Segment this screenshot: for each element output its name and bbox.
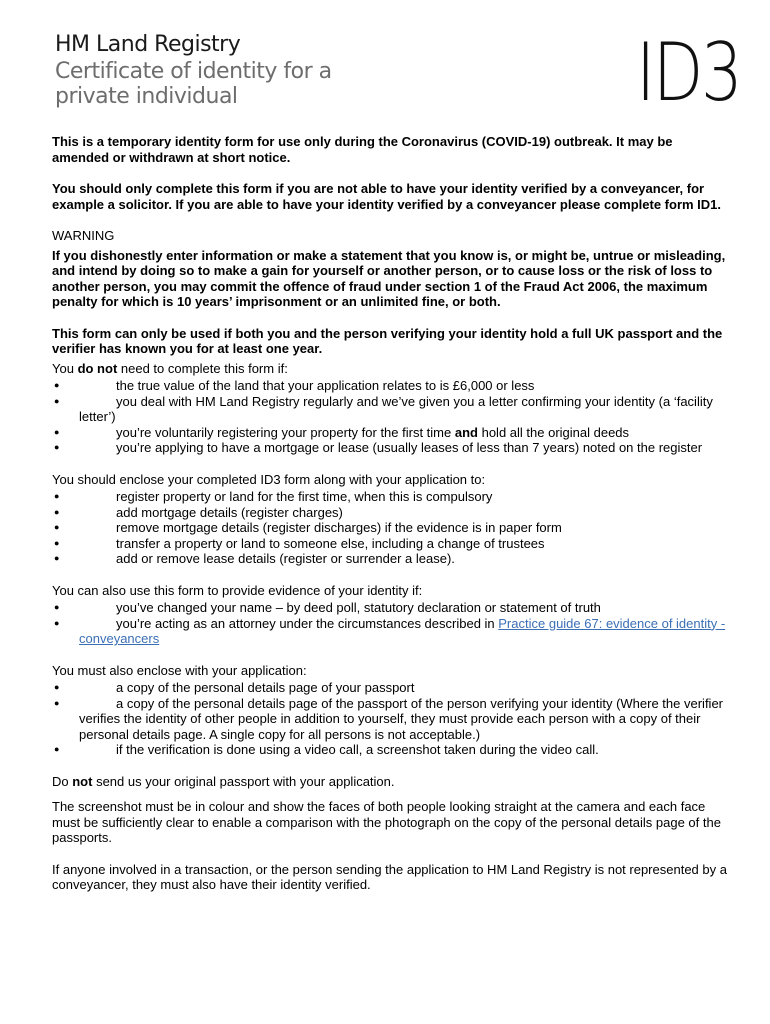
do-not-send-passport: Do not send us your original passport with your application.: [52, 773, 395, 789]
must-enclose-lead: You must also enclose with your application:: [52, 662, 307, 678]
bullet-icon: ●: [54, 697, 60, 708]
bullet-icon: ●: [54, 617, 60, 628]
evidence-lead: You can also use this form to provide evidence of your identity if:: [52, 582, 423, 598]
evidence-list: [52, 600, 732, 647]
form-subtitle: Certificate of identity for a private individual: [55, 59, 332, 109]
list-item: ● remove mortgage details (register discharges) if the evidence is in paper form: [54, 520, 562, 535]
not-needed-list: [52, 378, 732, 456]
list-item: ● a copy of the personal details page of your passport: [54, 680, 415, 695]
must-enclose-list: [52, 680, 732, 758]
list-item: ● a copy of the personal details page of the passport of the person verifying your identity (Where the verifier verifies the identity of other people in addition to yourself, they must provide each person with a copy of their personal details page. A single copy for all persons is not acceptable.): [54, 695, 724, 742]
list-item: ● transfer a property or land to someone else, including a change of trustees: [54, 535, 545, 551]
bullet-icon: ●: [54, 426, 60, 437]
bullet-icon: ●: [54, 380, 60, 390]
bullet-icon: ●: [54, 442, 60, 452]
identity-verification-note: If anyone involved in a transaction, or the person sending the application to HM Land Registry is not represented by a conveyancer, they must also have their identity verified.: [52, 861, 727, 892]
enclose-lead: You should enclose your completed ID3 form along with your application to:: [52, 471, 486, 487]
bullet-icon: ●: [54, 602, 60, 612]
bullet-icon: ●: [54, 553, 60, 563]
screenshot-requirement: The screenshot must be in colour and show the faces of both people looking straight at the camera and each face must be sufficiently clear to enable a comparison with the photograph on the copy of the personal details page of the passports.: [52, 799, 721, 845]
bullet-icon: ●: [54, 395, 60, 406]
list-item: ● you’re acting as an attorney under the circumstances described in Practice guide 67: evidence of identity - conveyancers: [54, 615, 726, 646]
bullet-icon: ●: [54, 491, 60, 501]
not-needed-lead: You do not need to complete this form if:: [52, 360, 288, 376]
intro-conveyancer-notice: You should only complete this form if you are not able to have your identity verified by a conveyancer, for example a solicitor. If you are able to have your identity verified by a conveyancer please complete form ID1.: [52, 181, 722, 212]
intro-temporary-notice: This is a temporary identity form for use only during the Coronavirus (COVID-19) outbreak. It may be amended or withdrawn at short notice.: [52, 134, 673, 165]
enclose-list: [52, 489, 732, 567]
warning-text: If you dishonestly enter information or make a statement that you know is, or might be, untrue or misleading, and intend by doing so to make a gain for yourself or another person, or to cause loss or the risk of loss to another person, you may commit the offence of fraud under section 1 of the Fraud Act 2006, the maximum penalty for which is 10 years’ imprisonment or an unlimited fine, or both.: [52, 247, 726, 309]
form-body: [52, 134, 732, 893]
bullet-icon: ●: [54, 506, 60, 517]
list-item: ● you deal with HM Land Registry regularly and we’ve given you a letter confirming your identity (a ‘facility letter’): [54, 393, 713, 424]
list-item: ● add or remove lease details (register or surrender a lease).: [54, 551, 455, 566]
warning-heading: WARNING: [52, 228, 115, 243]
list-item: ● you’re applying to have a mortgage or lease (usually leases of less than 7 years) noted on the register: [54, 440, 703, 455]
passport-requirement: This form can only be used if both you and the person verifying your identity hold a full UK passport and the verifier has known you for at least one year.: [52, 325, 723, 356]
list-item: ● register property or land for the first time, when this is compulsory: [54, 489, 493, 504]
bullet-icon: ●: [54, 522, 60, 532]
list-item: ● you’re voluntarily registering your property for the first time and hold all the original deeds: [54, 424, 630, 440]
bullet-icon: ●: [54, 537, 60, 548]
list-item: ● add mortgage details (register charges): [54, 504, 343, 520]
list-item: ● the true value of the land that your application relates to is £6,000 or less: [54, 378, 535, 393]
form-code: ID3: [636, 26, 741, 119]
practice-guide-67-link[interactable]: Practice guide 67: evidence of identity - conveyancers: [79, 615, 726, 646]
bullet-icon: ●: [54, 682, 60, 692]
bullet-icon: ●: [54, 744, 60, 754]
list-item: ● you’ve changed your name – by deed poll, statutory declaration or statement of truth: [54, 600, 601, 615]
list-item: ● if the verification is done using a video call, a screenshot taken during the video call.: [54, 742, 599, 757]
org-title: HM Land Registry: [55, 32, 241, 57]
